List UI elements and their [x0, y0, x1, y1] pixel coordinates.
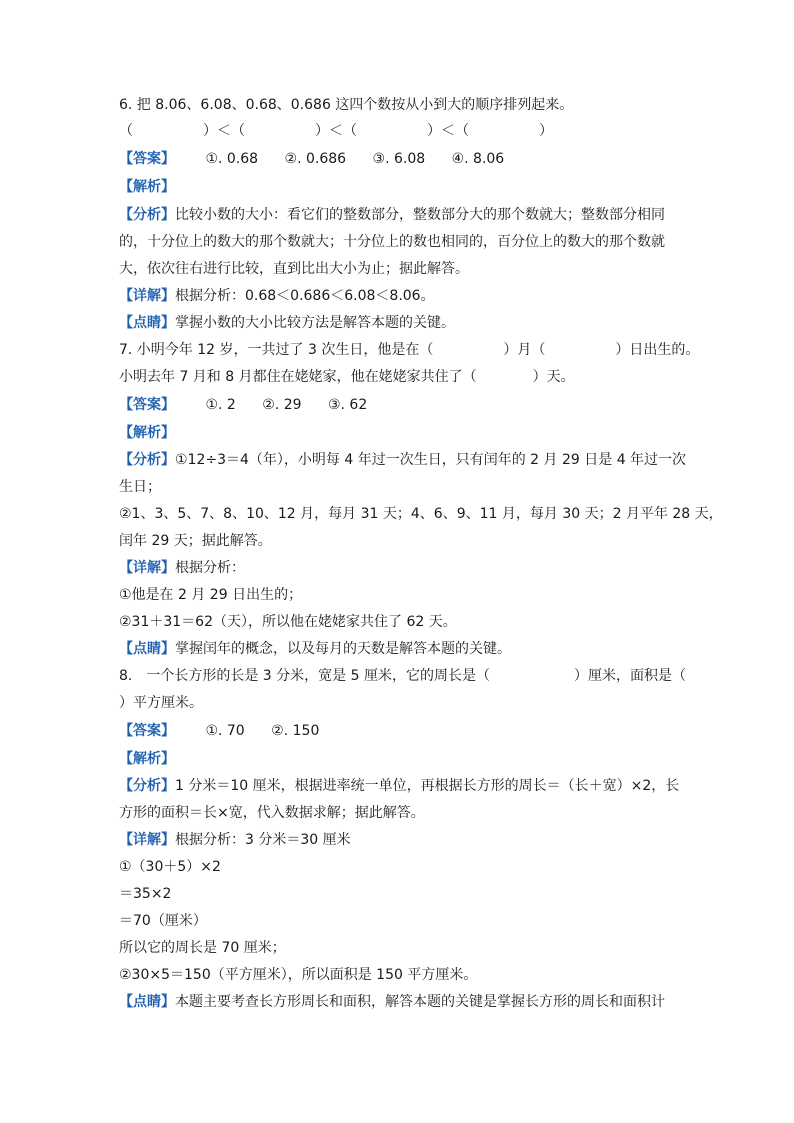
xiangjie-label: 【详解】 [119, 560, 175, 576]
answer-value: ①. 2 [205, 397, 236, 413]
answer-value: ②. 0.686 [284, 151, 347, 167]
q8-xiangjie [119, 831, 679, 849]
dianjing-text: 本题主要考查长方形周长和面积，解答本题的关键是掌握长方形的周长和面积计 [175, 994, 665, 1010]
q7-xiangjie-2: ②31＋31＝62（天），所以他在姥姥家共住了 62 天。 [119, 614, 457, 630]
xiangjie-text: 根据分析：3 分米＝30 厘米 [175, 832, 351, 848]
analysis-label: 【解析】 [119, 751, 175, 767]
q7-analysis-label [119, 424, 679, 442]
q6-fenxi-3: 大，依次往右进行比较，直到比出大小为止；据此解答。 [119, 261, 469, 277]
xiangjie-label: 【详解】 [119, 832, 175, 848]
q7-fenxi-2: 生日； [119, 479, 161, 495]
q7-fenxi-1 [119, 451, 687, 469]
q6-question: 6. 把 8.06、6.08、0.68、0.686 这四个数按从小到大的顺序排列起来。 [119, 97, 574, 113]
answer-label: 【答案】 [119, 151, 175, 167]
q8-calc-2: ＝35×2 [119, 886, 172, 902]
answer-label: 【答案】 [119, 723, 175, 739]
q7-fenxi-4: 闰年 29 天；据此解答。 [119, 533, 272, 549]
q6-answer-row [119, 150, 679, 168]
dianjing-text: 掌握闰年的概念，以及每月的天数是解答本题的关键。 [175, 641, 511, 657]
fenxi-text: ①12÷3＝4（年），小明每 4 年过一次生日，只有闰年的 2 月 29 日是 4 年过一次 [175, 452, 687, 468]
fenxi-label: 【分析】 [119, 452, 175, 468]
answer-value: ②. 150 [271, 723, 320, 739]
q8-calc-3: ＝70（厘米） [119, 913, 207, 929]
dianjing-label: 【点睛】 [119, 315, 175, 331]
q6-dianjing [119, 314, 679, 332]
answer-value: ③. 6.08 [372, 151, 426, 167]
q7-fenxi-3: ②1、3、5、7、8、10、12 月，每月 31 天；4、6、9、11 月，每月 30 天；2 月平年 28 天， [119, 506, 723, 522]
dianjing-label: 【点睛】 [119, 994, 175, 1010]
fenxi-text: 1 分米＝10 厘米，根据进率统一单位，再根据长方形的周长＝（长＋宽）×2，长 [175, 778, 680, 794]
q6-blanks: （ ）＜（ ）＜（ ）＜（ ） [119, 123, 553, 139]
answer-value: ③. 62 [327, 397, 368, 413]
q7-xiangjie-1: ①他是在 2 月 29 日出生的； [119, 587, 303, 603]
q8-calc-4: 所以它的周长是 70 厘米； [119, 940, 286, 956]
q7-dianjing [119, 640, 679, 658]
xiangjie-text: 根据分析：0.68＜0.686＜6.08＜8.06。 [175, 288, 435, 304]
q7-question-1: 7. 小明今年 12 岁，一共过了 3 次生日，他是在（ ）月（ ）日出生的。 [119, 342, 700, 358]
analysis-label: 【解析】 [119, 425, 175, 441]
answer-value: ①. 0.68 [205, 151, 259, 167]
dianjing-text: 掌握小数的大小比较方法是解答本题的关键。 [175, 315, 455, 331]
q6-xiangjie [119, 287, 679, 305]
q8-calc-5: ②30×5＝150（平方厘米），所以面积是 150 平方厘米。 [119, 967, 478, 983]
q8-question-2: ）平方厘米。 [119, 695, 203, 711]
q8-fenxi-1 [119, 777, 679, 795]
fenxi-text: 比较小数的大小：看它们的整数部分，整数部分大的那个数就大；整数部分相同 [175, 207, 665, 223]
q6-fenxi-2: 的，十分位上的数大的那个数就大；十分位上的数也相同的，百分位上的数大的那个数就 [119, 234, 665, 250]
q6-fenxi-1 [119, 206, 679, 224]
answer-label: 【答案】 [119, 397, 175, 413]
q8-analysis-label [119, 750, 679, 768]
q8-answer-row [119, 722, 679, 740]
q6-analysis-label [119, 178, 679, 196]
q7-answer-row [119, 396, 679, 414]
q7-question-2: 小明去年 7 月和 8 月都住在姥姥家，他在姥姥家共住了（ ）天。 [119, 369, 575, 385]
answer-value: ②. 29 [262, 397, 302, 413]
answer-value: ④. 8.06 [451, 151, 505, 167]
dianjing-label: 【点睛】 [119, 641, 175, 657]
xiangjie-label: 【详解】 [119, 288, 175, 304]
q7-xiangjie [119, 559, 679, 577]
xiangjie-text: 根据分析： [175, 560, 245, 576]
q8-fenxi-2: 方形的面积＝长×宽，代入数据求解；据此解答。 [119, 805, 425, 821]
q8-calc-1: ①（30＋5）×2 [119, 859, 221, 875]
q8-question-1: 8. 一个长方形的长是 3 分米，宽是 5 厘米，它的周长是（ ）厘米，面积是（ [119, 668, 686, 684]
q8-dianjing [119, 993, 679, 1011]
analysis-label: 【解析】 [119, 179, 175, 195]
answer-value: ①. 70 [205, 723, 245, 739]
fenxi-label: 【分析】 [119, 778, 175, 794]
fenxi-label: 【分析】 [119, 207, 175, 223]
